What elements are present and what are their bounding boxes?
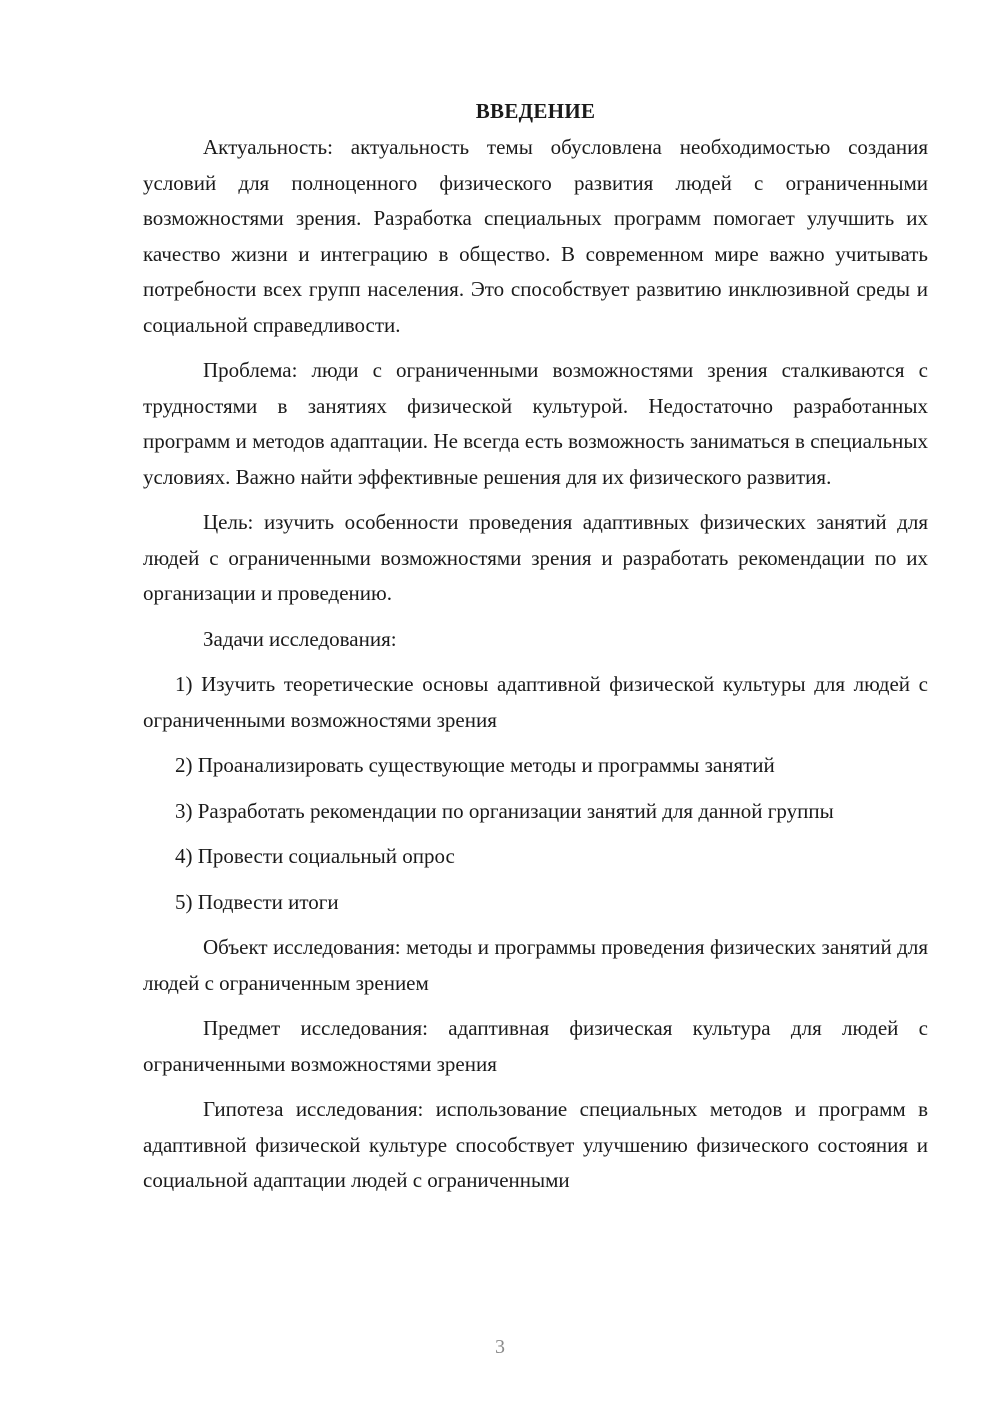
- paragraph-goal: Цель: изучить особенности проведения адаптивных физических занятий для людей с ограниченными возможностями зрения и разработать рекомендации по их организации и проведению.: [143, 510, 928, 605]
- paragraph-problem: Проблема: люди с ограниченными возможностями зрения сталкиваются с трудностями в занятиях физической культурой. Недостаточно разработанных программ и методов адаптации. Не всегда есть возможность заниматься в специальных условиях. Важно найти эффективные решения для их физического развития.: [143, 358, 928, 489]
- page-number: 3: [495, 1336, 505, 1358]
- paragraph-relevance: Актуальность: актуальность темы обусловлена необходимостью создания условий для полноценного физического развития людей с ограниченными возможностями зрения. Разработка специальных программ помогает улучшить их качество жизни и интеграцию в общество. В современном мире важно учитывать потребности всех групп населения. Это способствует развитию инклюзивной среды и социальной справедливости.: [143, 135, 928, 337]
- task-item-5: 5) Подвести итоги: [175, 889, 339, 914]
- paragraph-tasks-heading: Задачи исследования:: [203, 626, 397, 651]
- task-item-4: 4) Провести социальный опрос: [175, 844, 455, 868]
- section-title: ВВЕДЕНИЕ: [475, 99, 596, 123]
- task-item-1: 1) Изучить теоретические основы адаптивной физической культуры для людей с ограниченными возможностями зрения: [143, 672, 928, 732]
- paragraph-hypothesis: Гипотеза исследования: использование специальных методов и программ в адаптивной физической культуре способствует улучшению физического состояния и социальной адаптации людей с ограниченными: [143, 1097, 928, 1192]
- task-item-3: 3) Разработать рекомендации по организации занятий для данной группы: [175, 798, 834, 823]
- paragraph-object: Объект исследования: методы и программы проведения физических занятий для людей с ограниченным зрением: [143, 935, 928, 995]
- task-item-2: 2) Проанализировать существующие методы и программы занятий: [175, 753, 775, 777]
- document-page: [143, 96, 928, 1209]
- paragraph-subject: Предмет исследования: адаптивная физическая культура для людей с ограниченными возможностями зрения: [143, 1016, 928, 1076]
